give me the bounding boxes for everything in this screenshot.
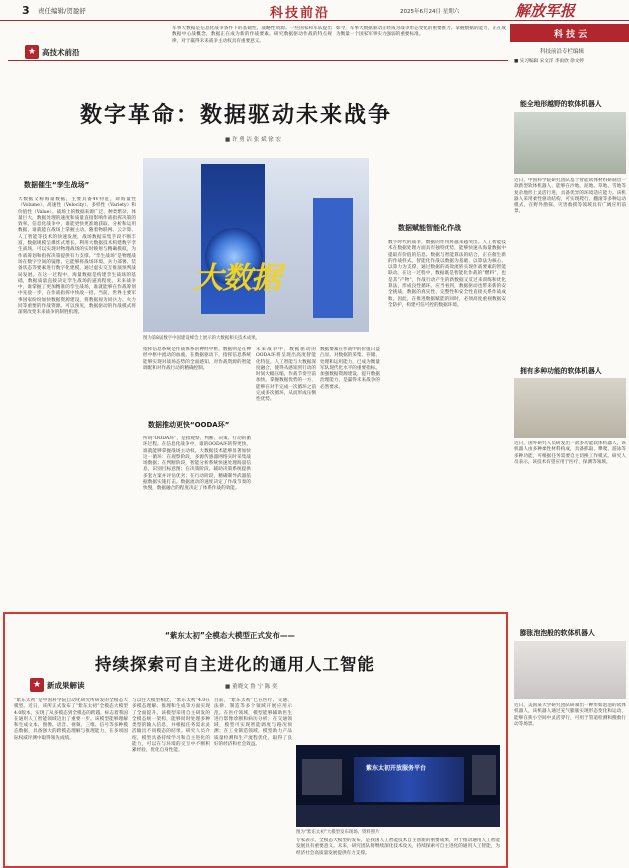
article-column-5: 数字时代的战争，数据的作用将越来越突出。人工智能技术在数据处理方面具有独特优势，能够快速从海量数据中提取有价值的信息。数据与智能算法的结合，正在催生新的作战样式。智能化作战以数据为基础、以算法为核心、以算力为支撑，通过数据的高效流转实现作战要素的智能联动。在这一过程中，数据既是智能化作战的“燃料”，也是其“产物”，作战行动产生的新数据又反过来训练和优化算法，形成良性循环。应当看到，数据驱动也带来新的安全挑战，数据的真实性、完整性和安全性直接关系作战成败。因此，在推进数据赋能的同时，必须高度重视数据安全防护，构建可信可控的数据环境。 bbox=[388, 240, 506, 308]
newspaper-logo: 解放军报 bbox=[515, 2, 576, 20]
photo-caption: 图为第8届数字中国建设峰会上展示的大数据相关技术成果。 bbox=[143, 336, 260, 341]
main-headline: 数字革命：数据驱动未来战争 bbox=[80, 103, 393, 128]
sidebar-banner bbox=[510, 24, 629, 42]
divider bbox=[8, 60, 508, 61]
feature-column-3: 目前，“紫东太初”已在医疗、交通、法律、制造等多个领域开展应用示范。在医疗领域，模型能够辅助医生进行影像诊断和病历分析；在交通领域，模型可实现智能调度与路况预测；在工业制造领域，模型助力产品质量检测和生产流程优化，取得了良好的经济和社会效益。 bbox=[214, 698, 292, 748]
feature-kicker: “紫东太初”全模态大模型正式发布—— bbox=[165, 631, 295, 640]
article-column-2b: 所谓“OODA环”，是指观察、判断、决策、行动的循环过程。在信息化战争中，谁的OODA环转得更快，谁就能够掌握战场主动权。大数据技术能够显著加快这一循环：在观察阶段，多源传感器网络实时采集战场数据；在判断阶段，智能分析系统快速处理海量信息、识别目标意图；在决策阶段，辅助决策系统提供多套方案并评估优劣；在行动阶段，精确制导武器依据数据实施打击。数据流动的速度决定了作战节奏的快慢，数据融合的程度决定了体系作战的效能。 bbox=[143, 436, 251, 492]
feature-column-1: “紫东太初”是中国科学院自动化研究所研发的全模态大模型。近日，该所正式发布了“紫东太初”全模态大模型4.0版本，实现了从多模态到全模态的跨越，标志着我国在通用人工智能领域迈出了重要一步。该模型能够理解和生成文本、图像、语音、视频、三维、信号等多种模态数据，具备强大的跨模态理解与推理能力，在多项国际权威评测中取得领先成绩。 bbox=[14, 698, 128, 741]
feature-column-4: 专家表示，全模态大模型的发布，是我国人工智能技术自主创新的重要成果，对于推动通用人工智能发展具有重要意义。未来，研究团队将继续深化技术攻关，持续探索可自主进化的通用人工智能，为经济社会高质量发展提供有力支撑。 bbox=[296, 838, 500, 856]
soft-robot-photo-1 bbox=[514, 112, 626, 174]
feature-byline: ■ 董晓文 鲁 宁 陈 奕 bbox=[225, 684, 278, 690]
sidebar-item-3-text: 近日，美国某大学研究团队研制出一种形如泡泡的软体机器人，该机器人通过充气膨胀实现形态变化和运动，能够在狭小空间中灵活穿行，可用于管道检测和搜救行动等场景。 bbox=[514, 703, 626, 727]
soft-robot-photo-3 bbox=[514, 641, 626, 699]
page-number: 3 bbox=[22, 4, 30, 17]
launch-event-photo bbox=[296, 745, 500, 827]
article-column-1: 大数据又称海量数据，主要具备4V特征，即海量性（Volume）、高速性（Velocity）、多样性（Variety）和价值性（Value）。战场上的数据来源广泛、种类繁杂、体量巨大，数据处理的速度和质量直接影响作战指挥决策的效率。信息化战争中，谁能更快更准地获取、分析和运用数据，谁就能在战场上掌握主动。随着物联网、云计算、人工智能等技术的快速发展，战场数据采集手段不断丰富，数据规模呈爆炸式增长。利用大数据技术构建数字孪生战场，可以实现对物理战场的实时映射与精确模拟，为作战筹划和指挥决策提供有力支撑。“孪生战场”是物理战场在数字空间的镜像，它能够将战场环境、兵力部署、装备状态等要素进行数字化建模，通过虚实交互推演预判战局发展。在这一过程中，海量数据是构建孪生战场的基础，数据质量直接决定孪生战场的逼真程度。未来战争中，谁掌握了更加精准的孪生战场，谁就能够在作战筹划中先敌一步，在作战指挥中快敌一招。当前，世界主要军事国家纷纷加快数据资源建设，将数据视为同兵力、火力同等重要的作战资源。可以预见，数据驱动的作战模式将深刻改变未来战争的制胜机理。 bbox=[18, 197, 136, 316]
feature-headline: 持续探索可自主进化的通用人工智能 bbox=[95, 655, 375, 674]
sidebar-editor-label: 科技前沿专栏编辑 bbox=[540, 49, 585, 55]
article-column-4: 数据要素在作战中的价值日益凸显。对数据的采集、存储、处理和运用能力，已成为衡量军队现代化水平的重要指标。加强数据资源建设、提升数据治理能力，是赢得未来战争的必然要求。 bbox=[320, 347, 380, 390]
subheading-digital-twin: 数据催生“孪生战场” bbox=[24, 181, 90, 189]
photo-screen-text: 紫东太初开放服务平台 bbox=[366, 765, 427, 772]
section-name: 科技前沿 bbox=[269, 6, 330, 21]
sidebar-item-1-text: 近日，中国科学院研究团队基于智能软体材料研制出一款新型软体机器人，能够在沙地、泥地、草地、雪地等复杂地形上灵活行进，具备优异的环境适应能力。该机器人采用柔性驱动结构，可实现爬行、翻滚等多种运动模式，在野外勘探、灾害救援等领域具有广阔应用前景。 bbox=[514, 178, 626, 215]
sidebar-item-1-title: 能全地形越野的软体机器人 bbox=[520, 100, 602, 108]
sidebar-item-3-title: 膨胀泡泡般的软体机器人 bbox=[520, 629, 595, 637]
intro-paragraph-1: 军事大数据是信息化战争条件下的基础性、战略性资源。一些国家和军队提出数据中心战概念，数据正在成为新的作战要素。研究数据驱动作战的特点规律，对于赢得未来战争主动权具有重要意义。 bbox=[172, 26, 332, 44]
subheading-intelligent-ops: 数据赋能智能化作战 bbox=[398, 224, 461, 232]
star-icon: ★ bbox=[30, 678, 44, 692]
section-badge-tech bbox=[25, 45, 80, 59]
star-icon: ★ bbox=[25, 45, 39, 59]
article-column-3: 未来战争中，数据驱动的OODA环将呈现出高度智能化特征。人工智能与大数据深度融合，使得从感知到行动的时间大幅压缩，作战节奏空前加快。掌握数据优势的一方，能够在对手完成一次循环之前完成多次循环，从而形成压倒性优势。 bbox=[256, 347, 316, 403]
soft-robot-photo-2 bbox=[514, 378, 626, 438]
feature-photo-caption: 图为“紫东太初”大模型发布现场。资料照片 bbox=[296, 830, 380, 835]
article-column-2a: 指挥信息系统是作战体系的神经中枢，数据则是在神经中枢中流动的血液。在数据驱动下，指挥信息系统能够实现对战场态势的全面感知、对作战资源的智能调配和对作战行动的精确控制。 bbox=[143, 347, 251, 371]
sidebar-item-2-text: 近日，国外研究人员研发出一款多功能软体机器人，该机器人由多种柔性材料构成，具备抓取、攀爬、游泳等多种功能，可根据任务需要自主切换工作模式。研究人员表示，该技术有望应用于医疗、探测等领域。 bbox=[514, 441, 626, 465]
exhibition-photo: 大数据 bbox=[143, 158, 369, 332]
section-badge-label: 新成果解读 bbox=[47, 680, 85, 690]
intro-paragraph-2: 如今，军事大数据驱动正经成为战争形态变化的重要推力。掌握数据的能力，正在成为衡量一个国家军事实力强弱的重要标准。 bbox=[336, 26, 506, 38]
sidebar-banner-title: 科 技 云 bbox=[554, 30, 588, 40]
page-header bbox=[0, 0, 629, 21]
section-badge-label: 高技术前沿 bbox=[42, 47, 80, 57]
main-byline: ■ 许 勇 洁 张 斌 徐 宏 bbox=[225, 137, 281, 143]
issue-date: 2025年6月24日 星期六 bbox=[400, 9, 460, 15]
page-editor: 责任编辑/贺盈舒 bbox=[38, 7, 86, 15]
feature-column-2: 与以往大模型相比，“紫东太初”4.0在多模态理解、推理和生成等方面实现了全面提升。该模型采用自主研发的全模态统一架构，能够同时处理多种类型的输入信息，并根据任务需求灵活输出不同模态的结果。研究人员介绍，模型具备持续学习和自主进化的能力，可以在与环境的交互中不断积累经验、优化自身性能。 bbox=[132, 698, 210, 754]
sidebar-editors: ■ 实习编辑 宋文洋 李雨欣 徐文婷 bbox=[514, 59, 584, 64]
sidebar-item-2-title: 拥有多种功能的软体机器人 bbox=[520, 367, 602, 375]
section-badge-new-results bbox=[30, 678, 85, 692]
subheading-ooda: 数据推动更快“OODA环” bbox=[148, 421, 230, 429]
